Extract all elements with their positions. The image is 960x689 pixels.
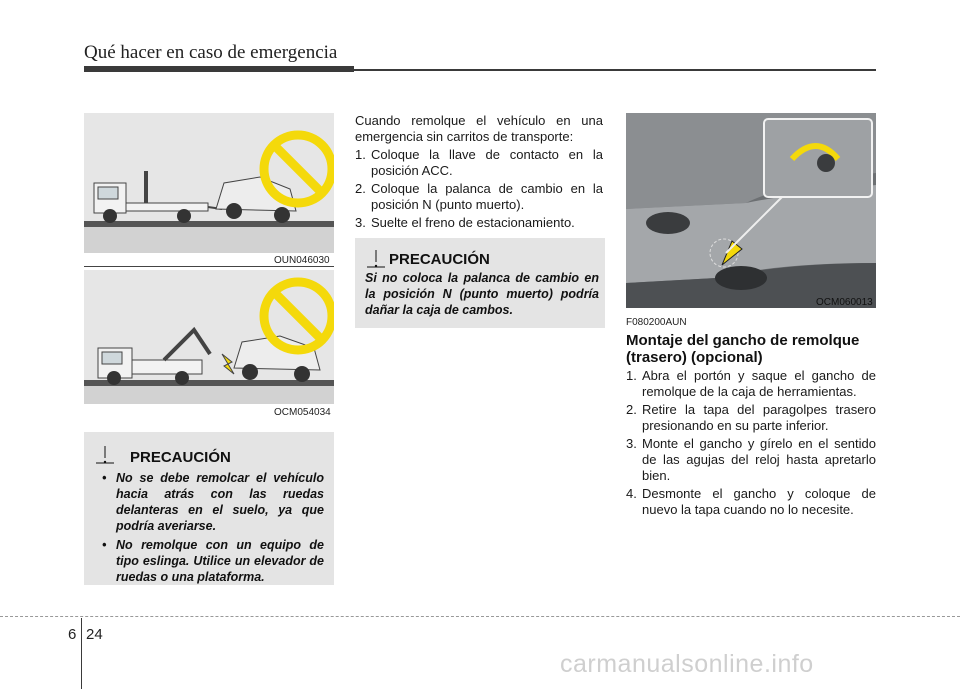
list-item: • No se debe remolcar el vehículo hacia atrás con las ruedas delanteras en el suelo, ya que podría averiarse. xyxy=(102,471,324,533)
figure-code-1: OUN046030 xyxy=(274,255,330,266)
header-title: Qué hacer en caso de emergencia xyxy=(84,42,338,63)
figure-tow-hook-mount xyxy=(626,113,876,308)
watermark: carmanualsonline.info xyxy=(560,650,814,678)
header-rule xyxy=(354,69,876,71)
header-bar xyxy=(84,66,354,72)
section-title: Montaje del gancho de remolque (trasero) (opcional) xyxy=(626,332,860,366)
tow-hook-instructions xyxy=(626,366,876,518)
towing-steps-list xyxy=(355,147,603,231)
section-number: 6 xyxy=(68,626,77,643)
towing-instructions xyxy=(355,113,603,231)
list-item: 4. Desmonte el gancho y coloque de nuevo la tapa cuando no lo necesite. xyxy=(626,486,876,517)
caution-box-towing xyxy=(84,432,334,585)
caution-title: PRECAUCIÓN xyxy=(389,251,490,268)
list-item: 2. Coloque la palanca de cambio en la posición N (punto muerto). xyxy=(355,181,603,212)
caution-box-gear xyxy=(355,238,605,328)
section-code: F080200AUN xyxy=(626,317,687,328)
caution-bullet-list xyxy=(102,470,324,588)
page-number: 24 xyxy=(86,626,103,643)
intro-text: Cuando remolque el vehículo en una emergencia sin carritos de transporte: xyxy=(355,113,603,144)
footer-dashed-rule xyxy=(0,616,960,617)
caution-text: Si no coloca la palanca de cambio en la posición N (punto muerto) podría dañar la caja de cambos. xyxy=(365,271,599,317)
figure-code-3: OCM060013 xyxy=(816,297,873,308)
list-item: 1. Abra el portón y saque el gancho de remolque de la caja de herramientas. xyxy=(626,368,876,399)
warning-icon xyxy=(365,248,387,268)
list-item: 1. Coloque la llave de contacto en la posición ACC. xyxy=(355,147,603,178)
flatbed-tow-illustration xyxy=(84,113,334,253)
rear-bumper-illustration xyxy=(626,113,876,308)
tow-hook-steps-list xyxy=(626,368,876,518)
list-item: • No remolque con un equipo de tipo eslinga. Utilice un elevador de ruedas o una plataforma. xyxy=(102,538,324,584)
list-item: 3. Monte el gancho y gírelo en el sentido de las agujas del reloj hasta apretarlo bien. xyxy=(626,436,876,483)
figure-wheellift-tow xyxy=(84,270,334,404)
list-item: 3. Suelte el freno de estacionamiento. xyxy=(355,215,575,230)
caution-title: PRECAUCIÓN xyxy=(130,449,231,466)
wheellift-tow-illustration xyxy=(84,270,334,404)
warning-icon xyxy=(94,444,116,464)
figure-separator xyxy=(84,266,334,267)
figure-code-2: OCM054034 xyxy=(274,407,331,418)
list-item: 2. Retire la tapa del paragolpes trasero presionando en su parte inferior. xyxy=(626,402,876,433)
figure-flatbed-tow xyxy=(84,113,334,253)
footer-divider xyxy=(81,618,82,689)
